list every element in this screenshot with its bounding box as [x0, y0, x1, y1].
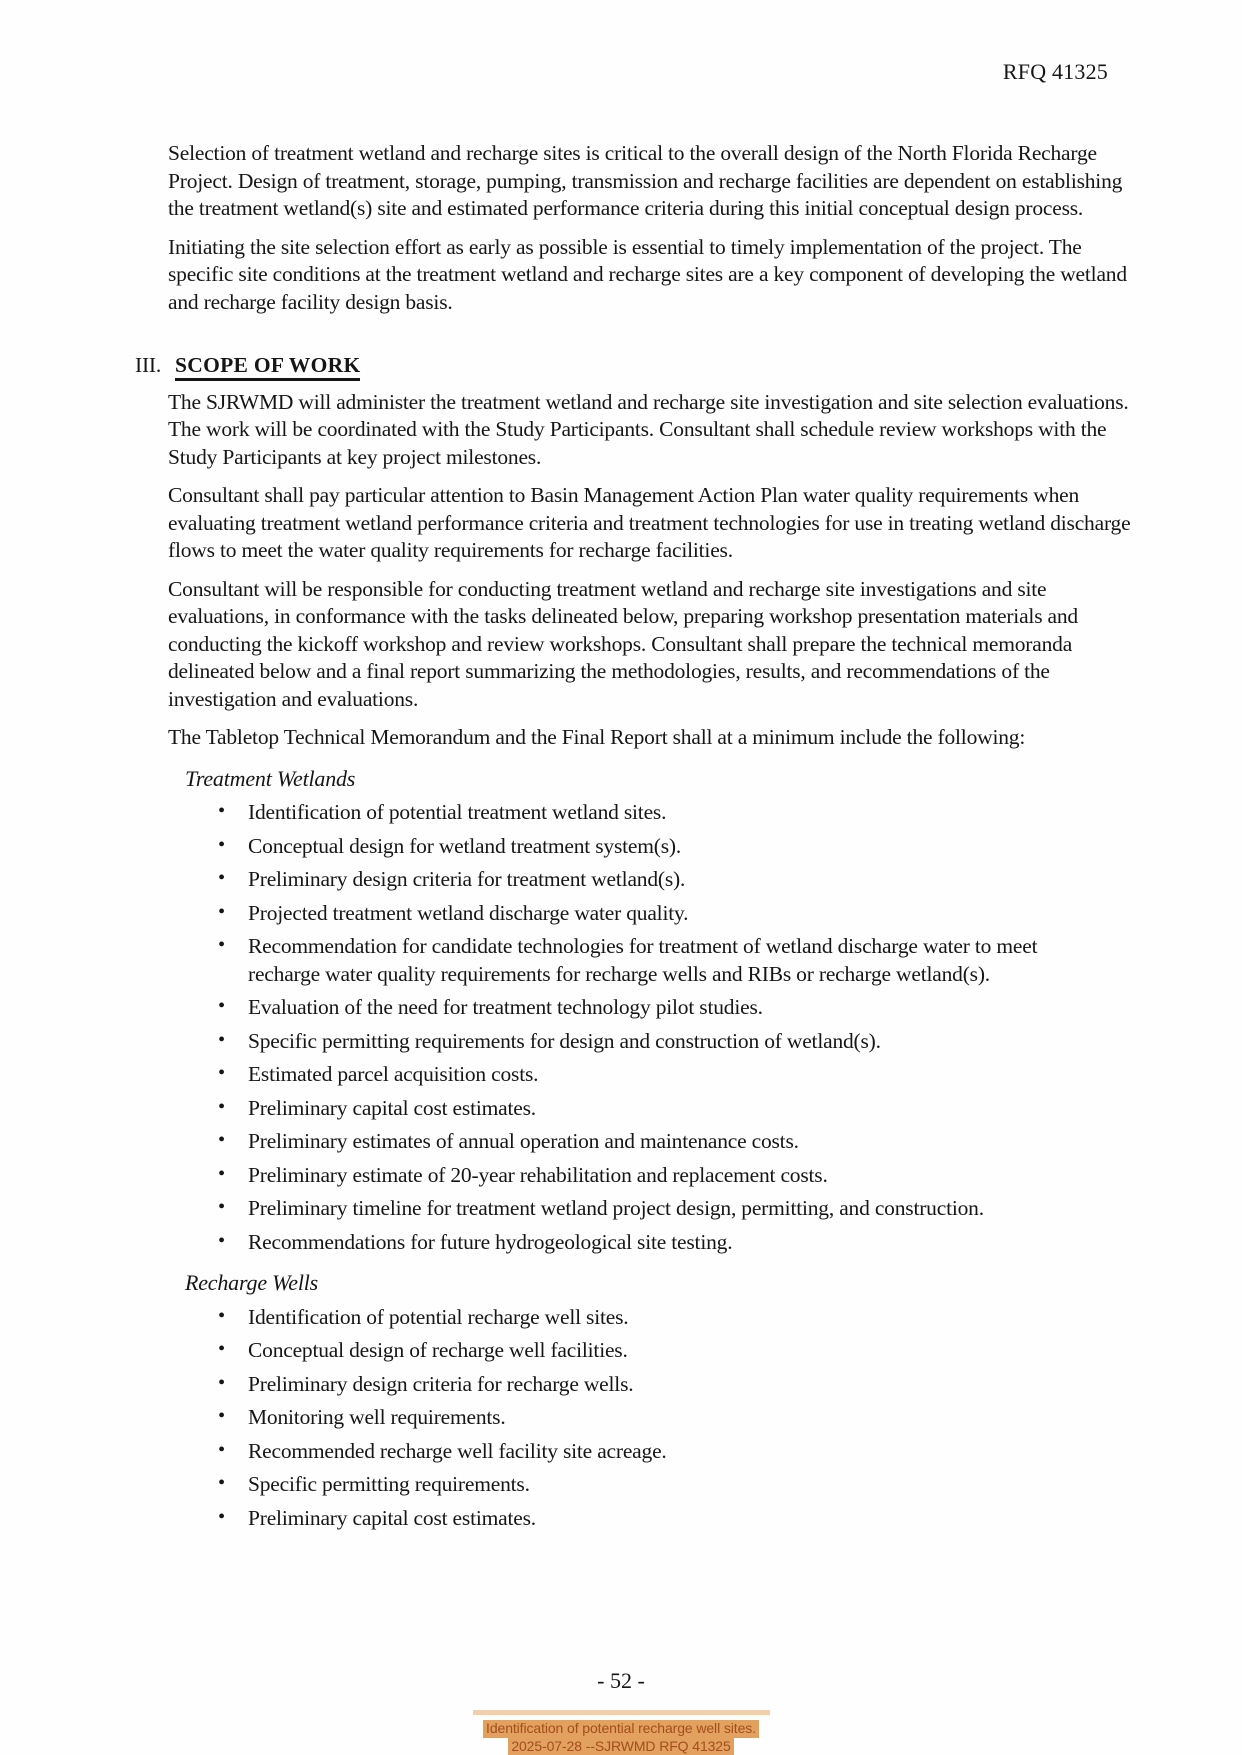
recharge-wells-list	[168, 1304, 1063, 1533]
list-item: • Preliminary design criteria for recharge wells.	[248, 1371, 1063, 1399]
scope-paragraph-2: Consultant shall pay particular attention to Basin Management Action Plan water quality requirements when evaluating treatment wetland performance criteria and treatment technologies for use in treating wetland discharge flows to meet the water quality requirements for recharge facilities.	[168, 483, 1131, 562]
list-item: • Monitoring well requirements.	[248, 1404, 1063, 1432]
list-item: • Specific permitting requirements.	[248, 1471, 1063, 1499]
highlight-artifact	[473, 1710, 770, 1715]
list-item: • Preliminary capital cost estimates.	[248, 1095, 1063, 1123]
intro-paragraph-1: Selection of treatment wetland and recharge sites is critical to the overall design of the North Florida Recharge Project. Design of treatment, storage, pumping, transmission and recharge facilities are dependent on establishing the treatment wetland(s) site and estimated performance criteria during this initial conceptual design process.	[168, 141, 1123, 220]
list-item: • Preliminary estimates of annual operation and maintenance costs.	[248, 1128, 1063, 1156]
annotation	[0, 1710, 1242, 1755]
list-item: • Recommendation for candidate technologies for treatment of wetland discharge water to meet recharge water quality requirements for recharge wells and RIBs or recharge wetland(s).	[248, 933, 1063, 988]
annotation-line-2	[0, 1738, 1242, 1755]
section-number: III.	[135, 353, 162, 377]
list-item: • Conceptual design for wetland treatment system(s).	[248, 833, 1063, 861]
scope-paragraph-1: The SJRWMD will administer the treatment wetland and recharge site investigation and site selection evaluations. The work will be coordinated with the Study Participants. Consultant shall schedule review workshops with the Study Participants at key project milestones.	[168, 389, 1129, 469]
list-item: • Specific permitting requirements for design and construction of wetland(s).	[248, 1028, 1063, 1056]
list-item: • Projected treatment wetland discharge water quality.	[248, 900, 1063, 928]
annotation-line-1	[0, 1720, 1242, 1738]
list-item: • Preliminary timeline for treatment wetland project design, permitting, and construction.	[248, 1195, 1063, 1223]
list-item: • Preliminary estimate of 20-year rehabilitation and replacement costs.	[248, 1162, 1063, 1190]
section-title: SCOPE OF WORK	[175, 353, 360, 381]
subsection-title-recharge-wells: Recharge Wells	[185, 1270, 319, 1295]
list-item: • Estimated parcel acquisition costs.	[248, 1061, 1063, 1089]
list-item: • Identification of potential treatment wetland sites.	[248, 799, 1063, 827]
page-number: - 52 -	[597, 1668, 645, 1693]
list-item: • Evaluation of the need for treatment technology pilot studies.	[248, 994, 1063, 1022]
subsection-title-treatment-wetlands: Treatment Wetlands	[185, 765, 356, 791]
treatment-wetlands-list	[168, 799, 1063, 1256]
annotation-text-1: Identification of potential recharge well sites.	[483, 1720, 759, 1738]
list-item: • Recommendations for future hydrogeological site testing.	[248, 1229, 1063, 1257]
list-item: • Identification of potential recharge well sites.	[248, 1304, 1063, 1332]
header-reference: RFQ 41325	[1002, 59, 1108, 84]
list-item: • Preliminary design criteria for treatment wetland(s).	[248, 866, 1063, 894]
scope-paragraph-3: Consultant will be responsible for conducting treatment wetland and recharge site investigations and site evaluations, in conformance with the tasks delineated below, preparing workshop presentation materials and conducting the kickoff workshop and review workshops. Consultant shall prepare the technical memoranda delineated below and a final report summarizing the methodologies, results, and recommendations of the investigation and evaluations.	[168, 576, 1078, 711]
list-item: • Preliminary capital cost estimates.	[248, 1505, 1063, 1533]
document-body	[135, 140, 1143, 1538]
list-item: • Conceptual design of recharge well facilities.	[248, 1337, 1063, 1365]
scope-paragraph-4: The Tabletop Technical Memorandum and the Final Report shall at a minimum include the following:	[168, 725, 1026, 749]
list-item: • Recommended recharge well facility site acreage.	[248, 1438, 1063, 1466]
intro-paragraph-2: Initiating the site selection effort as early as possible is essential to timely implementation of the project. The specific site conditions at the treatment wetland and recharge sites are a key component of developing the wetland and recharge facility design basis.	[168, 234, 1127, 314]
annotation-text-2: 2025-07-28 --SJRWMD RFQ 41325	[508, 1738, 733, 1755]
section-heading	[135, 352, 1143, 380]
